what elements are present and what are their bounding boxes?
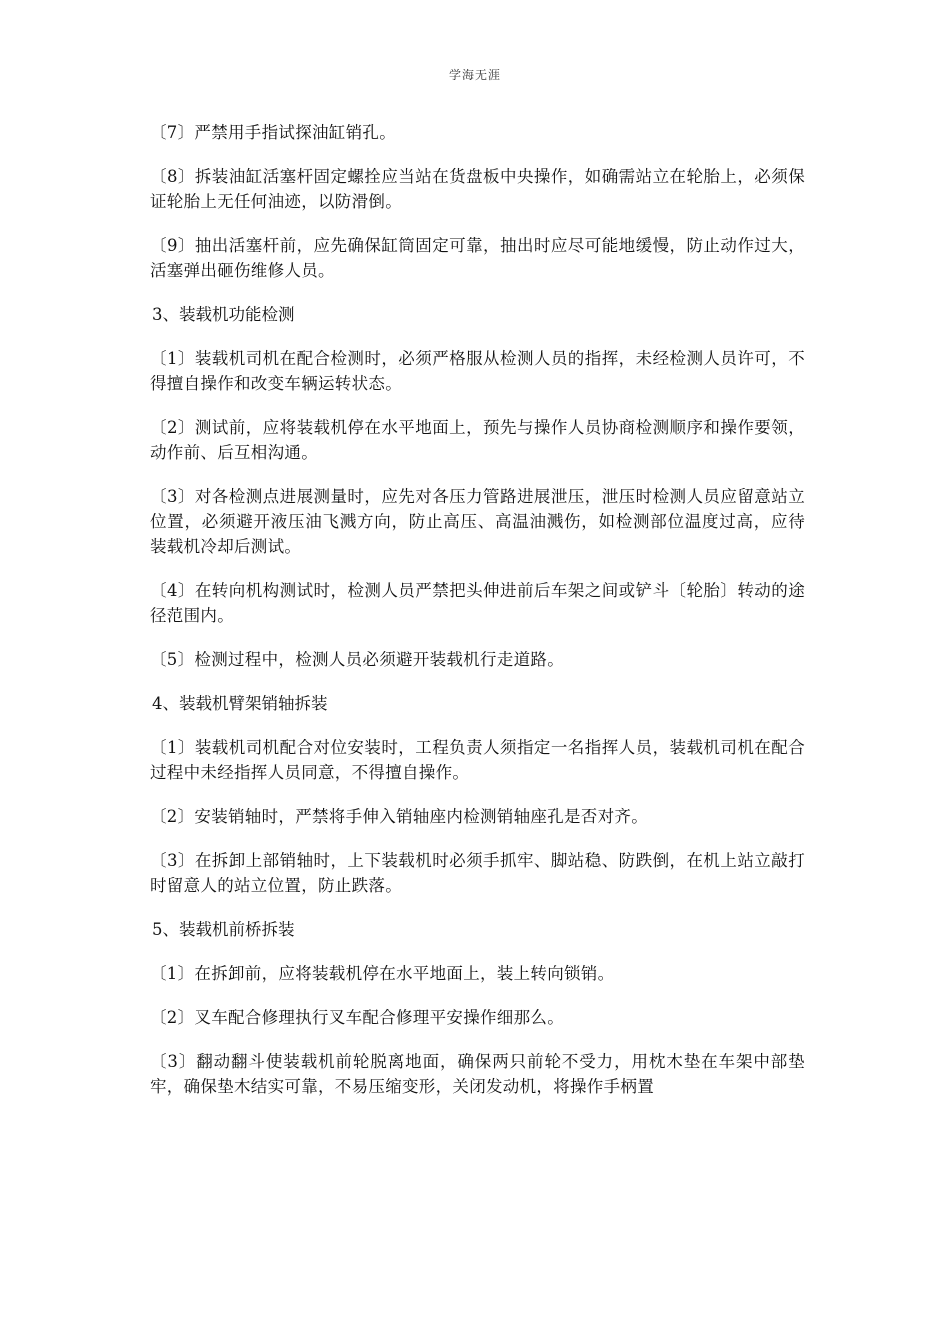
paragraph-3-1: 〔1〕装载机司机在配合检测时，必须严格服从检测人员的指挥，未经检测人员许可，不得擅自操作和改变车辆运转状态。 — [150, 349, 805, 393]
section-heading-4: 4、装载机臂架销轴拆装 — [152, 694, 328, 713]
paragraph-3-4: 〔4〕在转向机构测试时，检测人员严禁把头伸进前后车架之间或铲斗〔轮胎〕转动的途径范围内。 — [150, 581, 805, 625]
paragraph-4-3: 〔3〕在拆卸上部销轴时，上下装载机时必须手抓牢、脚站稳、防跌倒，在机上站立敲打时留意人的站立位置，防止跌落。 — [150, 851, 805, 895]
paragraph-3-2: 〔2〕测试前，应将装载机停在水平地面上，预先与操作人员协商检测顺序和操作要领，动作前、后互相沟通。 — [150, 418, 805, 462]
section-heading-5: 5、装载机前桥拆装 — [152, 920, 295, 939]
paragraph-3-5: 〔5〕检测过程中，检测人员必须避开装载机行走道路。 — [150, 650, 564, 669]
paragraph-8: 〔8〕拆装油缸活塞杆固定螺拴应当站在货盘板中央操作，如确需站立在轮胎上，必须保证轮胎上无任何油迹，以防滑倒。 — [150, 167, 805, 211]
paragraph-9: 〔9〕抽出活塞杆前，应先确保缸筒固定可靠，抽出时应尽可能地缓慢，防止动作过大，活塞弹出砸伤维修人员。 — [150, 236, 805, 280]
paragraph-5-2: 〔2〕叉车配合修理执行叉车配合修理平安操作细那么。 — [150, 1008, 564, 1027]
document-body — [150, 120, 805, 1118]
paragraph-3-3: 〔3〕对各检测点进展测量时，应先对各压力管路进展泄压，泄压时检测人员应留意站立位置，必须避开液压油飞溅方向，防止高压、高温油溅伤，如检测部位温度过高，应待装载机冷却后测试。 — [150, 487, 805, 556]
paragraph-7: 〔7〕严禁用手指试探油缸销孔。 — [150, 123, 396, 142]
paragraph-5-1: 〔1〕在拆卸前，应将装载机停在水平地面上，装上转向锁销。 — [150, 964, 615, 983]
section-heading-3: 3、装载机功能检测 — [152, 305, 295, 324]
paragraph-4-2: 〔2〕安装销轴时，严禁将手伸入销轴座内检测销轴座孔是否对齐。 — [150, 807, 648, 826]
page-header: 学海无涯 — [448, 68, 501, 82]
paragraph-4-1: 〔1〕装载机司机配合对位安装时，工程负责人须指定一名指挥人员，装载机司机在配合过程中未经指挥人员同意，不得擅自操作。 — [150, 738, 805, 782]
paragraph-5-3: 〔3〕翻动翻斗使装载机前轮脱离地面，确保两只前轮不受力，用枕木垫在车架中部垫牢，确保垫木结实可靠，不易压缩变形，关闭发动机，将操作手柄置 — [150, 1052, 805, 1096]
